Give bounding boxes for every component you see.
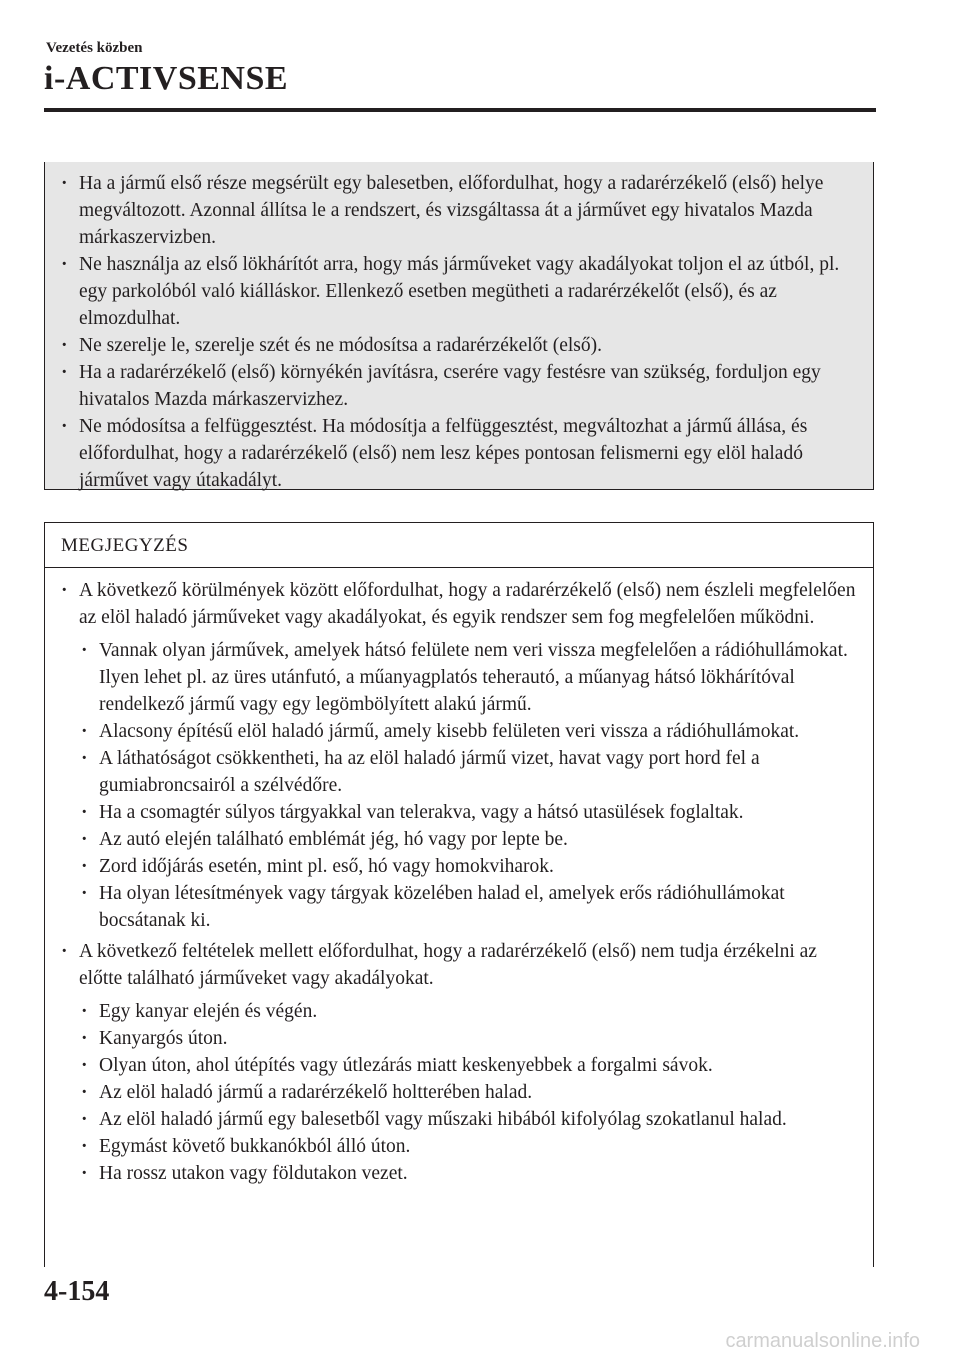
sub-list-item: · Az autó elején található emblémát jég, hó vagy por lepte be. xyxy=(99,826,859,853)
warning-box xyxy=(44,162,874,490)
list-item xyxy=(79,577,859,934)
sub-list-item: · Egy kanyar elején és végén. xyxy=(99,998,859,1025)
watermark: carmanualsonline.info xyxy=(725,1330,920,1352)
sub-list-item: · Egymást követő bukkanókból álló úton. xyxy=(99,1133,859,1160)
sub-list-item: · Olyan úton, ahol útépítés vagy útlezárás miatt keskenyebbek a forgalmi sávok. xyxy=(99,1052,859,1079)
note-list xyxy=(79,577,859,1191)
list-item: · Ne használja az első lökhárítót arra, hogy más járműveket vagy akadályokat toljon el az útból, pl. egy parkolóból való kiálláskor. Ellenkező esetben megütheti a radarérzékelőt (első), és az elmozdulhat. xyxy=(79,251,859,332)
list-item-text: A következő körülmények között előfordulhat, hogy a radarérzékelő (első) nem észleli megfelelően az elöl haladó járműveket vagy akadályokat, és egyik rendszer sem fog megfelelően működni. xyxy=(79,580,856,628)
list-item: · Ha a jármű első része megsérült egy balesetben, előfordulhat, hogy a radarérzékelő (első) helye megváltozott. Azonnal állítsa le a rendszert, és vizsgáltassa át a járművet egy hivatalos Mazda márkaszervizben. xyxy=(79,170,859,251)
list-item-text: A következő feltételek mellett előfordulhat, hogy a radarérzékelő (első) nem tudja érzékelni az előtte található járműveket vagy akadályokat. xyxy=(79,941,817,989)
sub-list-item: · Vannak olyan járművek, amelyek hátsó felülete nem veri vissza megfelelően a rádióhullámokat. Ilyen lehet pl. az üres utánfutó, a műanyagplatós teherautó, a műanyag hátsó lökhárítóval rendelkező jármű vagy egy legömbölyített alakú jármű. xyxy=(99,637,859,718)
list-item: · Ne szerelje le, szerelje szét és ne módosítsa a radarérzékelőt (első). xyxy=(79,332,859,359)
list-item: · Ha a radarérzékelő (első) környékén javításra, cserére vagy festésre van szükség, forduljon egy hivatalos Mazda márkaszervizhez. xyxy=(79,359,859,413)
note-title-rule xyxy=(45,567,873,568)
sub-list-item: · Zord időjárás esetén, mint pl. eső, hó vagy homokviharok. xyxy=(99,853,859,880)
sub-list-item: · Az elöl haladó jármű a radarérzékelő holtterében halad. xyxy=(99,1079,859,1106)
page-number: 4-154 xyxy=(44,1276,110,1307)
sub-list xyxy=(79,637,859,934)
sub-list-item: · Az elöl haladó jármű egy balesetből vagy műszaki hibából kifolyólag szokatlanul halad. xyxy=(99,1106,859,1133)
page-title: i-ACTIVSENSE xyxy=(44,60,289,97)
sub-list-item: · Ha olyan létesítmények vagy tárgyak közelében halad el, amelyek erős rádióhullámokat bocsátanak ki. xyxy=(99,880,859,934)
warning-list xyxy=(79,170,859,494)
note-box xyxy=(44,522,874,1267)
sub-list-item: · A láthatóságot csökkentheti, ha az elöl haladó jármű vizet, havat vagy port hord fel a gumiabroncsairól a szélvédőre. xyxy=(99,745,859,799)
list-item: · Ne módosítsa a felfüggesztést. Ha módosítja a felfüggesztést, megváltozhat a jármű állása, és előfordulhat, hogy a radarérzékelő (első) nem lesz képes pontosan felismerni egy elöl haladó járművet vagy útakadályt. xyxy=(79,413,859,494)
sub-list-item: · Ha rossz utakon vagy földutakon vezet. xyxy=(99,1160,859,1187)
section-header: Vezetés közben xyxy=(46,40,143,56)
sub-list xyxy=(79,998,859,1187)
list-item xyxy=(79,938,859,1187)
note-title: MEGJEGYZÉS xyxy=(61,535,189,556)
sub-list-item: · Ha a csomagtér súlyos tárgyakkal van telerakva, vagy a hátsó utasülések foglaltak. xyxy=(99,799,859,826)
sub-list-item: · Kanyargós úton. xyxy=(99,1025,859,1052)
sub-list-item: · Alacsony építésű elöl haladó jármű, amely kisebb felületen veri vissza a rádióhullámokat. xyxy=(99,718,859,745)
header-rule xyxy=(44,108,876,112)
